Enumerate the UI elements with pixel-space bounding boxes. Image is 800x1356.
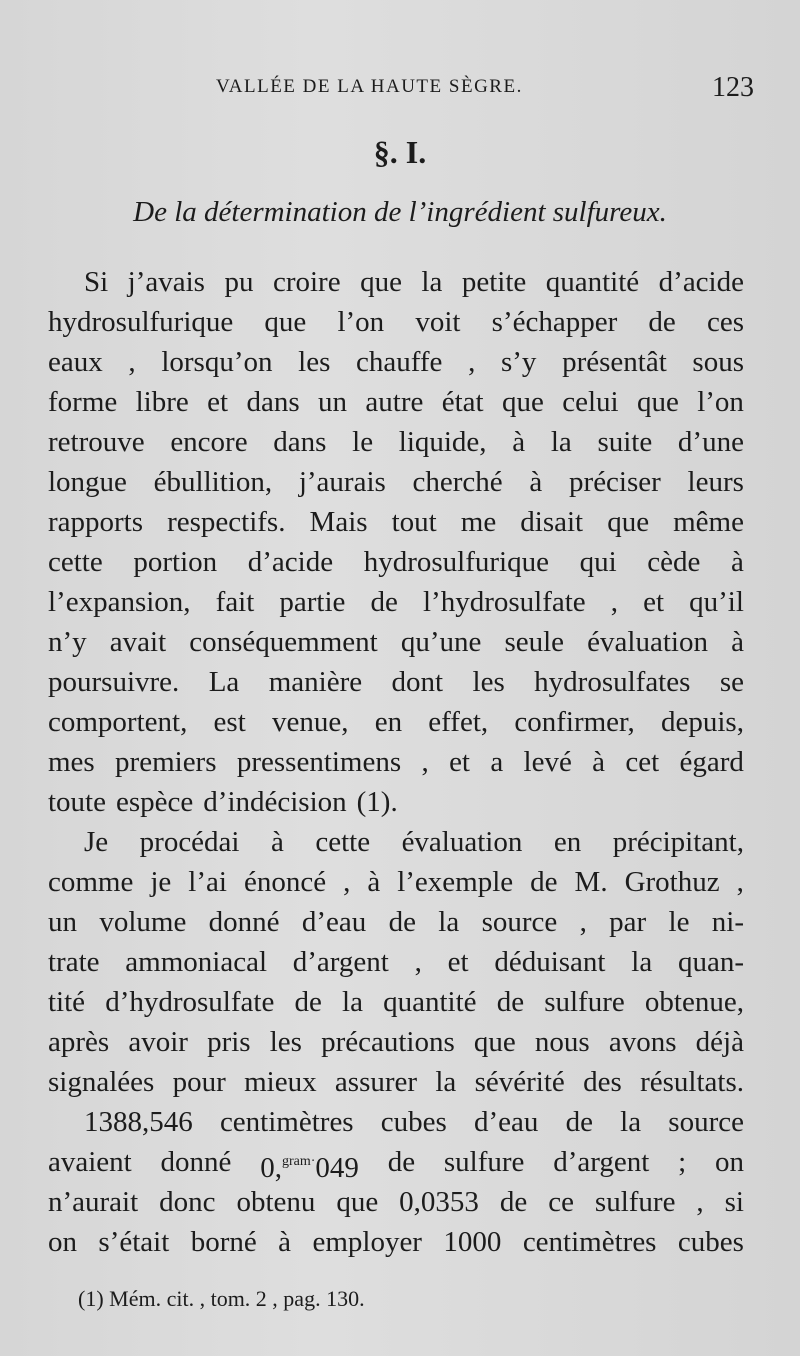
text-line: toute espèce d’indécision (1). — [48, 786, 398, 818]
text-line: tité d’hydrosulfate de la quantité de sulfure obtenue, — [48, 986, 744, 1018]
text-line: on s’était borné à employer 1000 centimètres cubes — [48, 1226, 744, 1258]
text-line: Je procédai à cette évaluation en précipitant, — [84, 826, 744, 858]
text-line: après avoir pris les précautions que nous avons déjà — [48, 1026, 744, 1058]
text-line: n’aurait donc obtenu que 0,0353 de ce sulfure , si — [48, 1186, 744, 1218]
text-line: un volume donné d’eau de la source , par le ni- — [48, 906, 744, 938]
text-line: hydrosulfurique que l’on voit s’échapper de ces — [48, 306, 744, 338]
text-line: forme libre et dans un autre état que celui que l’on — [48, 386, 744, 418]
running-head — [48, 72, 754, 106]
running-title: VALLÉE DE LA HAUTE SÈGRE. — [216, 76, 523, 97]
text-line: mes premiers pressentimens , et a levé à cet égard — [48, 746, 744, 778]
text-line: rapports respectifs. Mais tout me disait que même — [48, 506, 744, 538]
text-line: cette portion d’acide hydrosulfurique qui cède à — [48, 546, 744, 578]
body-text — [48, 262, 744, 1262]
text-line: eaux , lorsqu’on les chauffe , s’y présentât sous — [48, 346, 744, 378]
section-heading: De la détermination de l’ingrédient sulfureux. — [133, 196, 667, 228]
text-line: Si j’avais pu croire que la petite quantité d’acide — [84, 266, 744, 298]
page-number: 123 — [712, 72, 754, 103]
text-line: retrouve encore dans le liquide, à la suite d’une — [48, 426, 744, 458]
section-mark: §. I. — [373, 134, 427, 170]
text-line: comportent, est venue, en effet, confirmer, depuis, — [48, 706, 744, 738]
text-line: poursuivre. La manière dont les hydrosulfates se — [48, 666, 744, 698]
footnote: (1) Mém. cit. , tom. 2 , pag. 130. — [78, 1286, 365, 1311]
text-line: 1388,546 centimètres cubes d’eau de la source — [84, 1106, 744, 1138]
text-line: trate ammoniacal d’argent , et déduisant la quan- — [48, 946, 744, 978]
text-line: n’y avait conséquemment qu’une seule évaluation à — [48, 626, 744, 658]
text-line: longue ébullition, j’aurais cherché à préciser leurs — [48, 466, 744, 498]
text-line: comme je l’ai énoncé , à l’exemple de M. Grothuz , — [48, 866, 744, 898]
text-line: avaient donné 0,$^{gram\cdot}$049 de sulfure d’argent ; on — [48, 1146, 744, 1184]
text-line: signalées pour mieux assurer la sévérité des résultats. — [48, 1066, 744, 1098]
text-line: l’expansion, fait partie de l’hydrosulfate , et qu’il — [48, 586, 744, 618]
